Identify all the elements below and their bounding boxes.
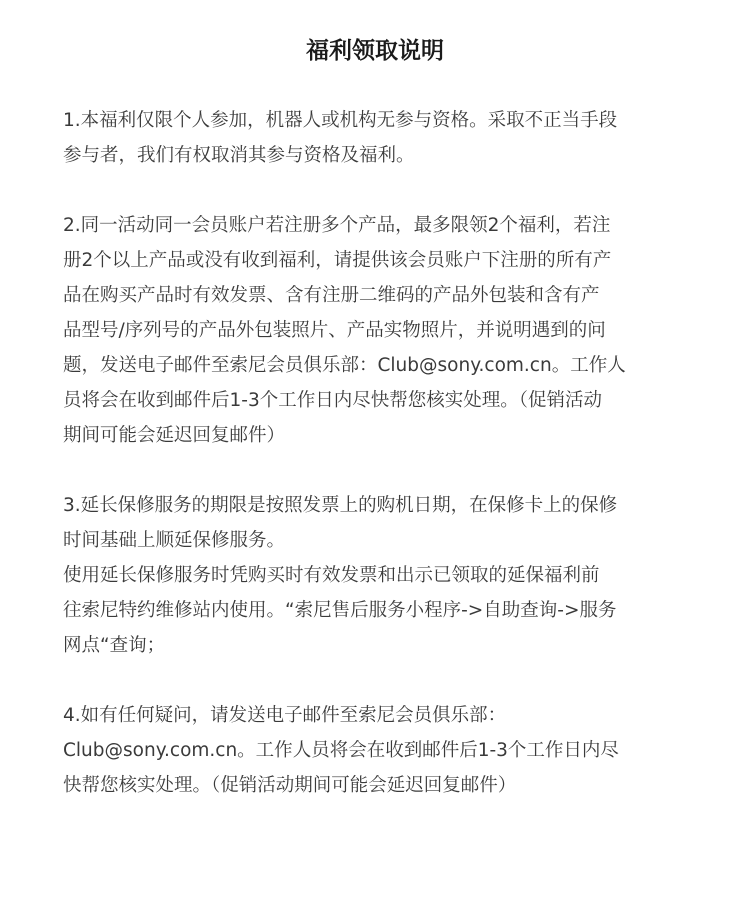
- paragraph-line: Club@sony.com.cn。工作人员将会在收到邮件后1-3个工作日内尽: [63, 740, 619, 761]
- paragraph-spacer: [63, 173, 693, 208]
- instructions-content: [63, 103, 693, 803]
- paragraph-line: 时间基础上顺延保修服务。: [63, 530, 286, 551]
- rule-paragraph-4: [63, 698, 693, 803]
- paragraph-line: 题，发送电子邮件至索尼会员俱乐部：Club@sony.com.cn。工作人: [63, 355, 626, 376]
- paragraph-line: 1.本福利仅限个人参加，机器人或机构无参与资格。采取不正当手段: [63, 110, 618, 131]
- paragraph-line: 品型号/序列号的产品外包装照片、产品实物照片，并说明遇到的问: [63, 320, 606, 341]
- page-title: 福利领取说明: [306, 38, 444, 64]
- paragraph-spacer: [63, 453, 693, 488]
- paragraph-line: 3.延长保修服务的期限是按照发票上的购机日期，在保修卡上的保修: [63, 495, 618, 516]
- paragraph-line: 册2个以上产品或没有收到福利，请提供该会员账户下注册的所有产: [63, 250, 612, 271]
- paragraph-line: 4.如有任何疑问，请发送电子邮件至索尼会员俱乐部：: [63, 705, 507, 726]
- rule-paragraph-1: [63, 103, 693, 173]
- rule-paragraph-2: [63, 208, 693, 453]
- paragraph-line: 2.同一活动同一会员账户若注册多个产品，最多限领2个福利，若注: [63, 215, 611, 236]
- rule-paragraph-3: [63, 488, 693, 663]
- paragraph-line: 使用延长保修服务时凭购买时有效发票和出示已领取的延保福利前: [63, 565, 600, 586]
- paragraph-line: 往索尼特约维修站内使用。“索尼售后服务小程序->自助查询->服务: [63, 600, 617, 621]
- paragraph-line: 员将会在收到邮件后1-3个工作日内尽快帮您核实处理。（促销活动: [63, 390, 602, 411]
- paragraph-line: 网点“查询；: [63, 635, 166, 656]
- paragraph-line: 快帮您核实处理。（促销活动期间可能会延迟回复邮件）: [63, 775, 517, 796]
- paragraph-line: 品在购买产品时有效发票、含有注册二维码的产品外包装和含有产: [63, 285, 600, 306]
- paragraph-line: 参与者，我们有权取消其参与资格及福利。: [63, 145, 415, 166]
- paragraph-spacer: [63, 663, 693, 698]
- paragraph-line: 期间可能会延迟回复邮件）: [63, 425, 286, 446]
